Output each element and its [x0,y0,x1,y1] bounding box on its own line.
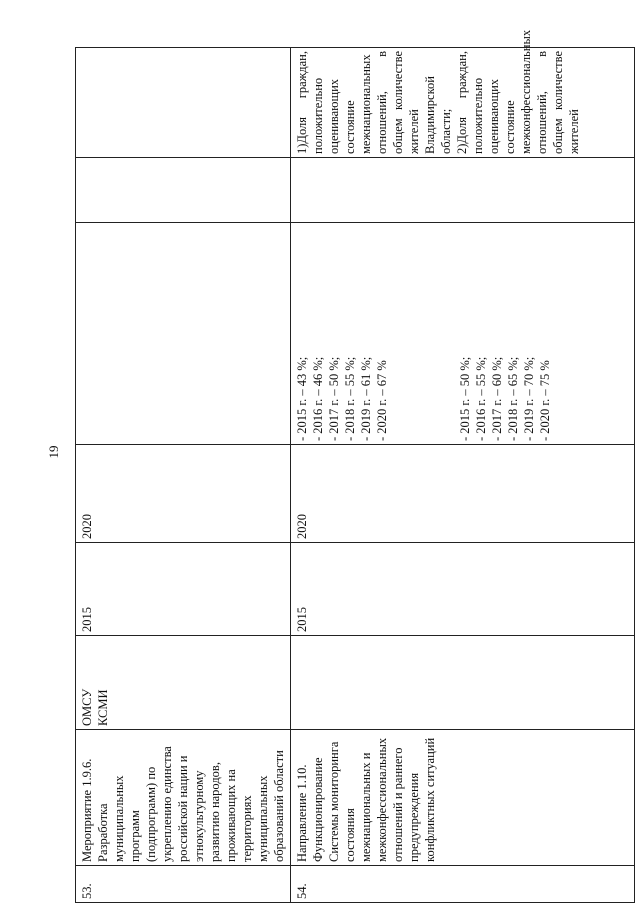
rotated-table-container [75,29,607,903]
indicator-values [291,223,635,445]
empty-cell [76,158,291,223]
start-year: 2015 [291,543,635,636]
activity-name [291,730,635,866]
indicator-values [76,223,291,445]
end-year: 2020 [76,445,291,543]
indicator-series-a: - 2015 г. – 43 %; - 2016 г. – 46 %; - 2017 г. – 50 %; - 2018 г. – 55 %; - 2019 г. – 61 %; - 2020 г. – 67 % [295,356,389,441]
indicator-series-b: - 2015 г. – 50 %; - 2016 г. – 55 %; - 2017 г. – 60 %; - 2018 г. – 65 %; - 2019 г. – 70 %; - 2020 г. – 75 % [458,356,552,441]
empty-cell [291,158,635,223]
target-indicators-text: 1)Доля граждан, положительно оценивающих состояние межнациональных отношений, в общем количестве жителей Владимирской области; 2)Доля граждан, положительно оценивающих состояние межконфессиональных отношений, в общем количестве жителей [295,29,581,154]
table-row [76,48,291,903]
executor-text: ОМСУ КСМИ [80,688,110,726]
target-indicators [291,29,635,158]
page-number: 19 [46,445,61,459]
activity-name [76,730,291,866]
spacer [390,226,457,441]
row-number: 53. [76,866,291,903]
program-table [75,29,635,903]
activity-name-text: Мероприятие 1.9.6. Разработка муниципальных программ (подпрограмм) по укреплению единства российской нации и этнокультурному развитию народов, проживающих на территориях муниципальных образований области [80,746,286,862]
executor [291,636,635,730]
target-indicators [76,48,291,158]
executor [76,636,291,730]
activity-name-text: Направление 1.10. Функционирование Системы мониторинга состояния межнациональных и межконфессиональных отношений и раннего предупреждения конфликтных ситуаций [295,737,437,862]
row-number: 54. [291,866,635,903]
end-year: 2020 [291,445,635,543]
table-row [291,48,635,903]
start-year: 2015 [76,543,291,636]
